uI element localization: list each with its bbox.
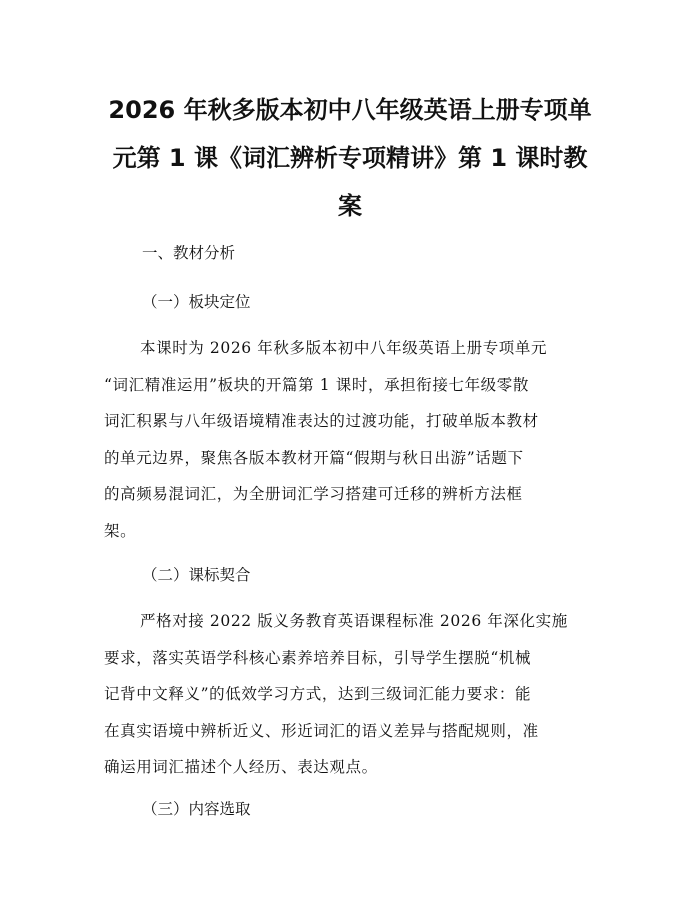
paragraph-line: 确运用词汇描述个人经历、表达观点。 [104, 758, 378, 776]
paragraph-line: 架。 [104, 521, 137, 540]
paragraph-line: 本课时为 2026 年秋多版本初中八年级英语上册专项单元 [140, 339, 548, 357]
paragraph-module-positioning [104, 330, 600, 549]
title-line-3: 案 [338, 192, 362, 220]
subheading-curriculum-alignment: （二）课标契合 [142, 566, 251, 584]
paragraph-line: 严格对接 2022 版义务教育英语课程标准 2026 年深化实施 [140, 612, 568, 630]
subheading-content-selection: （三）内容选取 [142, 800, 251, 818]
title-line-2: 元第 1 课《词汇辨析专项精讲》第 1 课时教 [112, 144, 588, 172]
paragraph-curriculum-alignment [104, 603, 600, 786]
paragraph-line: 在真实语境中辨析近义、形近词汇的语义差异与搭配规则，准 [104, 721, 539, 740]
paragraph-line: 要求，落实英语学科核心素养培养目标，引导学生摆脱“机械 [104, 648, 532, 667]
subheading-module-positioning: （一）板块定位 [142, 293, 251, 311]
paragraph-line: 的高频易混词汇，为全册词汇学习搭建可迁移的辨析方法框 [104, 485, 523, 503]
paragraph-line: “词汇精准运用”板块的开篇第 1 课时，承担衔接七年级零散 [104, 375, 529, 394]
document-title [100, 86, 600, 230]
title-line-1: 2026 年秋多版本初中八年级英语上册专项单 [108, 96, 592, 124]
paragraph-line: 词汇积累与八年级语境精准表达的过渡功能，打破单版本教材 [104, 412, 539, 430]
paragraph-line: 记背中文释义”的低效学习方式，达到三级词汇能力要求：能 [104, 685, 532, 703]
section-heading-materials-analysis: 一、教材分析 [142, 244, 236, 262]
paragraph-line: 的单元边界，聚焦各版本教材开篇“假期与秋日出游”话题下 [104, 448, 524, 467]
